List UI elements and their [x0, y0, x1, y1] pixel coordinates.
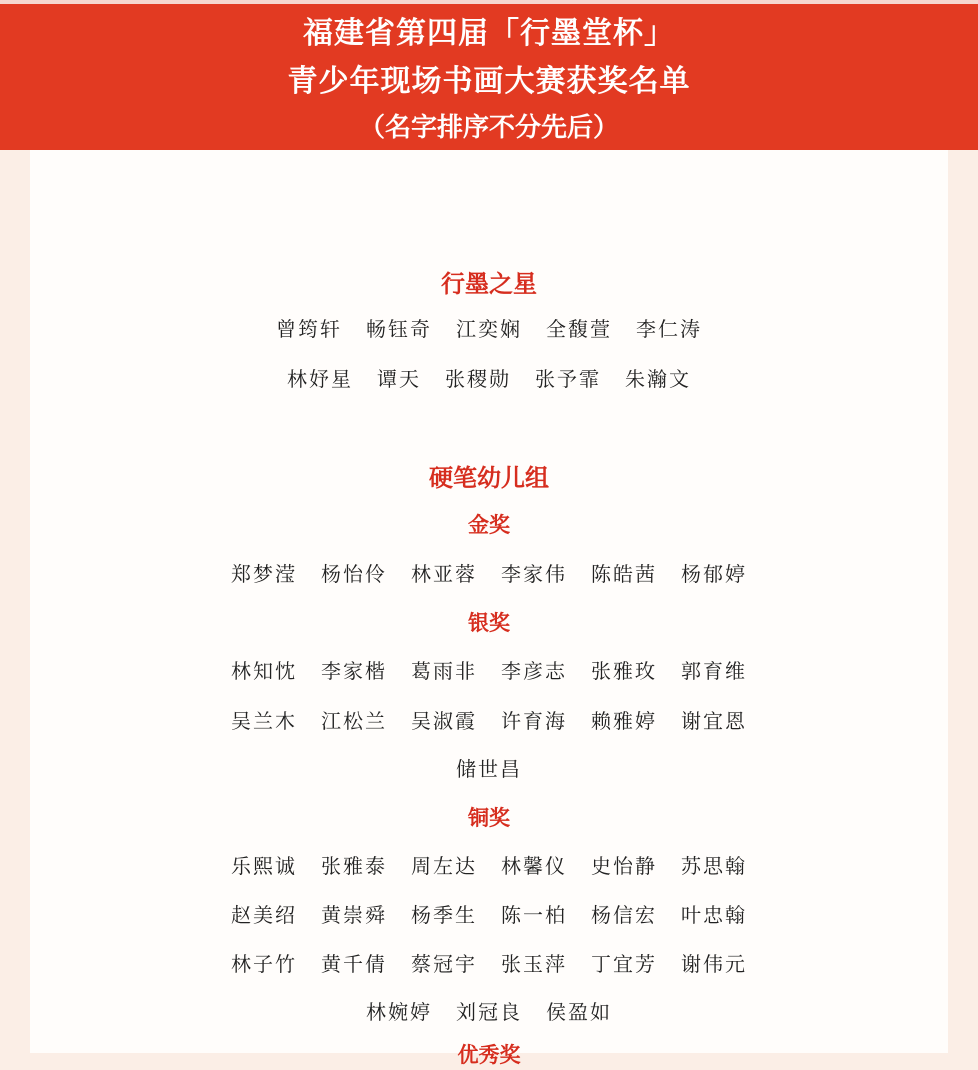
- winner-name: 刘冠良: [456, 1000, 522, 1024]
- winner-name: 郭育维: [681, 659, 747, 683]
- winner-name: 江松兰: [321, 709, 387, 733]
- winner-name: 杨季生: [411, 903, 477, 927]
- banner-title-line2: 青少年现场书画大赛获奖名单: [287, 64, 691, 99]
- name-row: [0, 949, 978, 979]
- award-title-bronze: 铜奖: [468, 806, 510, 830]
- winner-name: 吴淑霞: [411, 709, 477, 733]
- winner-name: 陈一柏: [501, 903, 567, 927]
- section-title-star: 行墨之星: [441, 270, 537, 298]
- winner-name: 朱瀚文: [625, 367, 691, 391]
- winner-name: 蔡冠宇: [411, 952, 477, 976]
- winner-name: 周左达: [411, 854, 477, 878]
- winner-name: 侯盈如: [546, 1000, 612, 1024]
- winner-name: 全馥萱: [546, 317, 612, 341]
- award-title-merit: 优秀奖: [457, 1043, 521, 1067]
- name-row: [0, 997, 978, 1027]
- winner-name: 苏思翰: [681, 854, 747, 878]
- winner-name: 谢宜恩: [681, 709, 747, 733]
- cropped-award-title-area: [0, 1040, 978, 1067]
- winner-name: 陈皓茜: [591, 562, 657, 586]
- winner-name: 林婉婷: [366, 1000, 432, 1024]
- winner-name: 张稷勋: [445, 367, 511, 391]
- name-row: [0, 706, 978, 736]
- winner-name: 张雅玫: [591, 659, 657, 683]
- winner-name: 畅钰奇: [366, 317, 432, 341]
- winner-name: 杨郁婷: [681, 562, 747, 586]
- winner-name: 林亚蓉: [411, 562, 477, 586]
- winner-name: 林馨仪: [501, 854, 567, 878]
- name-row: [0, 559, 978, 589]
- winner-name: 林知忱: [231, 659, 297, 683]
- winner-name: 江奕娴: [456, 317, 522, 341]
- winner-name: 张予霏: [535, 367, 601, 391]
- name-row: [0, 364, 978, 394]
- winner-name: 杨信宏: [591, 903, 657, 927]
- winner-name: 谭天: [377, 367, 421, 391]
- winner-name: 叶忠翰: [681, 903, 747, 927]
- winner-name: 丁宜芳: [591, 952, 657, 976]
- winner-name: 李家楷: [321, 659, 387, 683]
- winner-name: 李家伟: [501, 562, 567, 586]
- winner-name: 张雅泰: [321, 854, 387, 878]
- winner-name: 李彦志: [501, 659, 567, 683]
- winner-name: 许育海: [501, 709, 567, 733]
- winner-name: 赖雅婷: [591, 709, 657, 733]
- winner-name: 李仁涛: [636, 317, 702, 341]
- name-row: [0, 754, 978, 784]
- winner-name: 赵美绍: [231, 903, 297, 927]
- name-row: [0, 314, 978, 344]
- name-row: [0, 900, 978, 930]
- section-title-pen-kids: 硬笔幼儿组: [429, 464, 549, 492]
- winner-name: 曾筠轩: [276, 317, 342, 341]
- winner-name: 乐熙诚: [231, 854, 297, 878]
- title-banner: [0, 0, 978, 150]
- name-row: [0, 851, 978, 881]
- winner-name: 储世昌: [456, 757, 522, 781]
- winner-name: 林子竹: [231, 952, 297, 976]
- winner-name: 谢伟元: [681, 952, 747, 976]
- winner-name: 吴兰木: [231, 709, 297, 733]
- winner-name: 张玉萍: [501, 952, 567, 976]
- award-title-silver: 银奖: [468, 611, 510, 635]
- winner-name: 黄崇舜: [321, 903, 387, 927]
- banner-title-line1: 福建省第四届「行墨堂杯」: [303, 16, 675, 51]
- winner-name: 黄千倩: [321, 952, 387, 976]
- banner-note: （名字排序不分先后）: [358, 113, 619, 143]
- winner-name: 葛雨非: [411, 659, 477, 683]
- name-row: [0, 656, 978, 686]
- winner-name: 林妤星: [287, 367, 353, 391]
- winner-name: 史怡静: [591, 854, 657, 878]
- award-title-gold: 金奖: [468, 513, 510, 537]
- winner-name: 郑梦滢: [231, 562, 297, 586]
- winner-name: 杨怡伶: [321, 562, 387, 586]
